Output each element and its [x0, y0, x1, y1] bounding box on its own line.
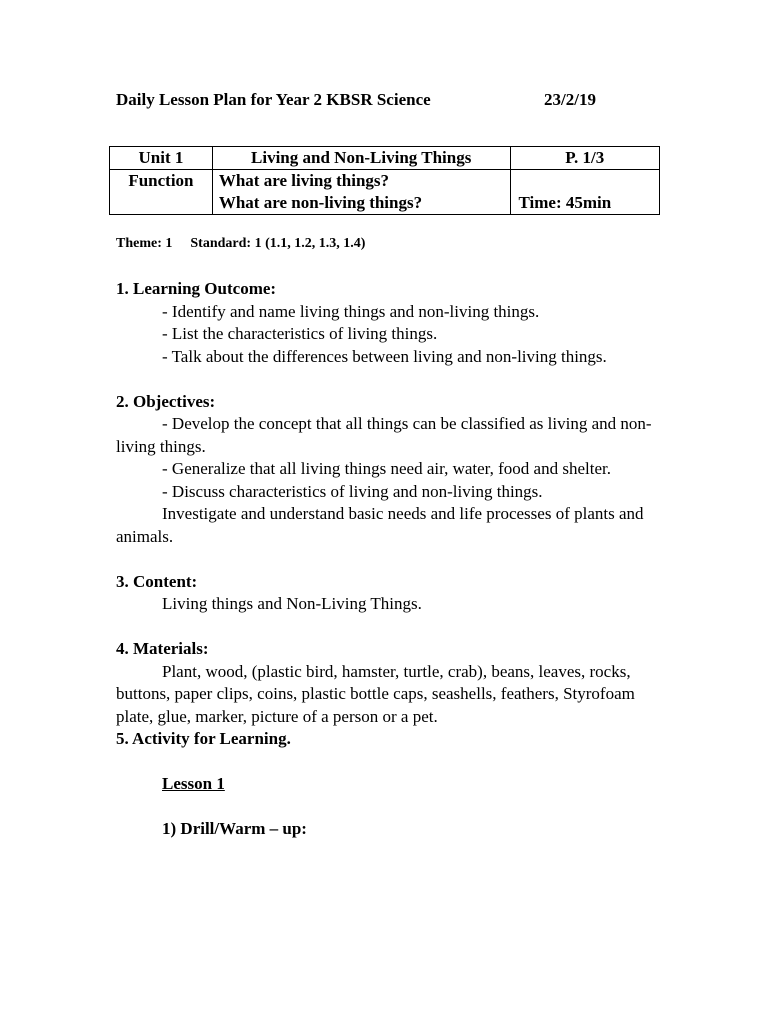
objective-item: Investigate and understand basic needs and life processes of plants and animals. — [116, 504, 644, 546]
title-text: Daily Lesson Plan for Year 2 KBSR Science — [116, 90, 431, 109]
learning-outcome-heading: 1. Learning Outcome: — [116, 279, 277, 298]
document-date: 23/2/19 — [544, 90, 596, 109]
objective-item: - Discuss characteristics of living and non-living things. — [162, 481, 543, 501]
learning-outcome-item: - Identify and name living things and non-living things. — [162, 301, 540, 321]
questions-cell — [212, 170, 510, 215]
page-cell: P. 1/3 — [510, 147, 660, 170]
function-label-cell: Function — [110, 170, 213, 215]
question-1: What are living things? — [218, 171, 390, 190]
content-text: Living things and Non-Living Things. — [162, 594, 422, 613]
theme-text: Theme: 1 — [116, 236, 173, 251]
theme-line — [116, 236, 365, 252]
time-cell: Time: 45min — [510, 170, 660, 215]
topic-cell: Living and Non-Living Things — [212, 147, 510, 170]
activity-heading: 5. Activity for Learning. — [116, 729, 291, 748]
materials-text: Plant, wood, (plastic bird, hamster, turtle, crab), beans, leaves, rocks, buttons, paper clips, coins, plastic bottle caps, seashells, feathers, Styrofoam plate, glue, marker, picture of a person or a pet. — [116, 661, 635, 726]
document-title — [116, 90, 596, 110]
table-row — [110, 147, 660, 170]
drill-heading: 1) Drill/Warm – up: — [162, 819, 307, 838]
lesson-info-table — [109, 146, 660, 215]
materials-heading: 4. Materials: — [116, 639, 209, 658]
learning-outcome-item: - List the characteristics of living things. — [162, 324, 438, 343]
objectives-heading: 2. Objectives: — [116, 391, 216, 411]
lesson-body — [116, 278, 656, 841]
question-2: What are non-living things? — [218, 193, 423, 212]
unit-cell: Unit 1 — [110, 147, 213, 170]
content-heading: 3. Content: — [116, 571, 198, 591]
objective-item: - Generalize that all living things need air, water, food and shelter. — [162, 459, 611, 478]
standard-text: Standard: 1 (1.1, 1.2, 1.3, 1.4) — [190, 236, 366, 251]
objective-item: - Develop the concept that all things can be classified as living and non-living things. — [116, 414, 652, 456]
learning-outcome-item: - Talk about the differences between living and non-living things. — [162, 346, 607, 366]
lesson-heading: Lesson 1 — [162, 774, 225, 793]
table-row — [110, 170, 660, 215]
